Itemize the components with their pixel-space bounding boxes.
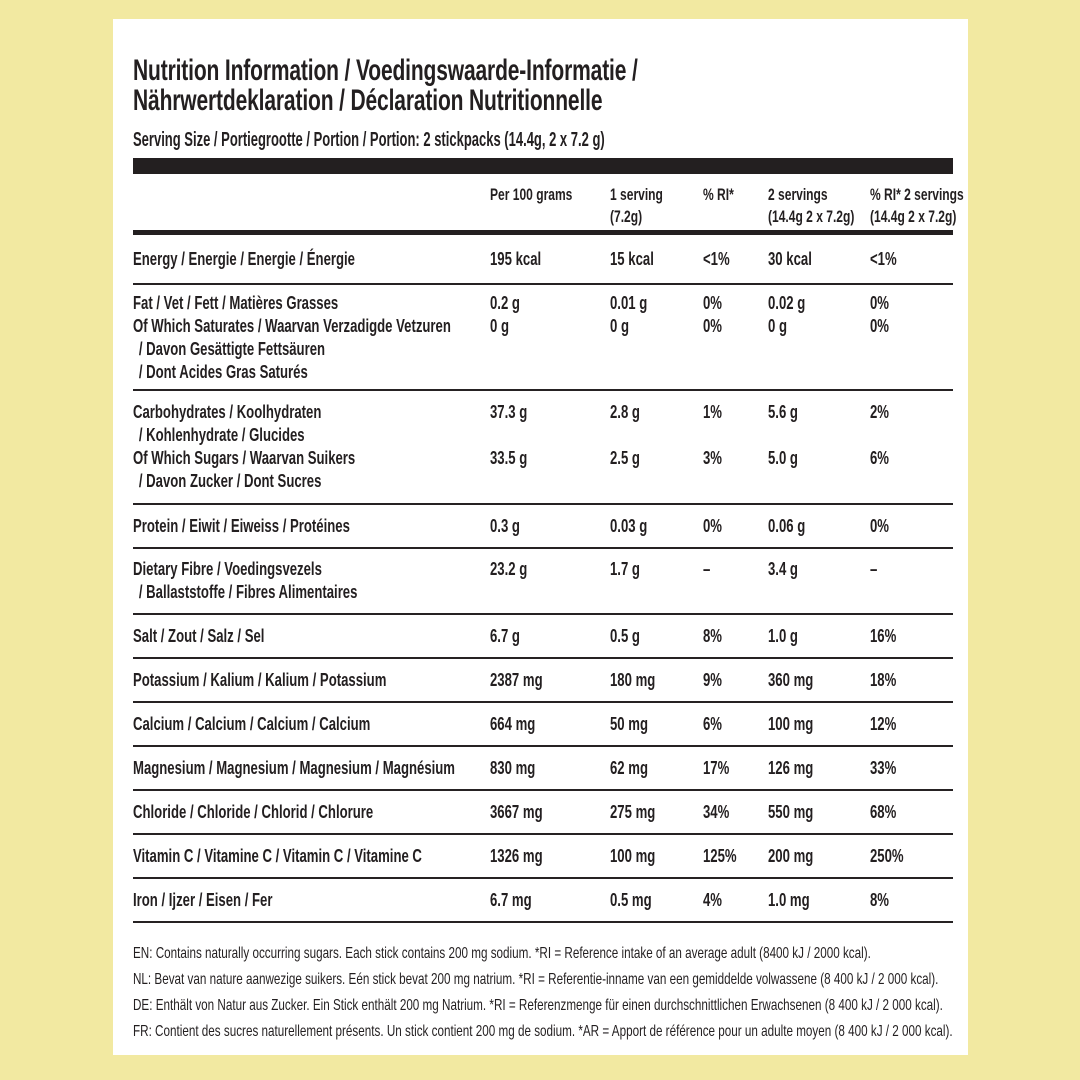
serving-size [133, 129, 953, 152]
table-row [133, 747, 953, 791]
value-cell: 50 mg [610, 714, 648, 734]
value-cell: 100 mg [610, 846, 656, 866]
value-cell: – [703, 559, 711, 579]
column-header-subtext: (14.4g 2 x 7.2g) [768, 208, 855, 226]
value-cell: 180 mg [610, 670, 656, 690]
value-cell: 3667 mg [490, 802, 543, 822]
table-row [133, 791, 953, 835]
value-cell: 37.3 g [490, 402, 528, 422]
value-cell: 12% [870, 714, 897, 734]
table-row-line [133, 558, 953, 581]
row-label: Carbohydrates / Koolhydraten [133, 402, 322, 422]
table-row [133, 879, 953, 923]
value-cell: 4% [703, 890, 722, 910]
value-cell: 250% [870, 846, 904, 866]
row-label: / Davon Gesättigte Fettsäuren [138, 339, 326, 359]
value-cell: 1.0 g [768, 626, 798, 646]
column-header-ri [703, 184, 768, 228]
value-cell: 0 g [768, 316, 787, 336]
value-cell: – [870, 559, 878, 579]
column-header-subtext: (14.4g 2 x 7.2g) [870, 208, 957, 226]
value-cell: 33.5 g [490, 448, 528, 468]
row-label: / Dont Acides Gras Saturés [138, 362, 308, 382]
row-label: Fat / Vet / Fett / Matières Grasses [133, 293, 339, 313]
value-cell: 6% [870, 448, 889, 468]
value-cell: 3.4 g [768, 559, 798, 579]
page-title-text-1: Nutrition Information / Voedingswaarde-Informatie / [133, 54, 638, 87]
value-cell: 0.06 g [768, 516, 806, 536]
column-header-per-100-grams [490, 184, 610, 228]
page-title-text-2: Nährwertdeklaration / Déclaration Nutritionnelle [133, 84, 603, 117]
value-cell: 0% [703, 316, 722, 336]
value-cell: 0% [870, 316, 889, 336]
value-cell: 68% [870, 802, 897, 822]
row-label: Potassium / Kalium / Kalium / Potassium [133, 670, 387, 690]
value-cell: 6.7 g [490, 626, 520, 646]
page-title-line-1 [133, 56, 953, 86]
value-cell: 17% [703, 758, 730, 778]
value-cell: <1% [703, 249, 730, 269]
value-cell: 62 mg [610, 758, 648, 778]
value-cell: 0% [703, 516, 722, 536]
table-row-line [133, 713, 953, 736]
table-row [133, 391, 953, 505]
table-row-line [133, 889, 953, 912]
value-cell: 0.2 g [490, 293, 520, 313]
row-label: Chloride / Chloride / Chlorid / Chlorure [133, 802, 374, 822]
value-cell: 3% [703, 448, 722, 468]
table-header-row [133, 184, 964, 235]
row-label: / Ballaststoffe / Fibres Alimentaires [138, 582, 358, 602]
table-row-line [133, 625, 953, 648]
row-label: Energy / Energie / Energie / Énergie [133, 249, 355, 269]
value-cell: 125% [703, 846, 737, 866]
value-cell: 15 kcal [610, 249, 654, 269]
footnote-nl [133, 967, 953, 993]
table-row [133, 235, 953, 285]
value-cell: 0 g [610, 316, 629, 336]
value-cell: 1% [703, 402, 722, 422]
value-cell: 360 mg [768, 670, 814, 690]
table-row-line [133, 338, 953, 361]
column-header-text: 2 servings [768, 186, 828, 204]
value-cell: 830 mg [490, 758, 536, 778]
footnote-nl-text: NL: Bevat van nature aanwezige suikers. Eén stick bevat 200 mg natrium. *RI = Referentie-inname van een gemiddelde volwassene (8 400 kJ / 2 000 kcal). [133, 971, 939, 988]
value-cell: 2.8 g [610, 402, 640, 422]
nutrition-table [133, 184, 964, 923]
footnote-fr-text: FR: Contient des sucres naturellement présents. Un stick contient 200 mg de sodium. *AR = Apport de référence pour un adulte moyen (8 400 kJ / 2 000 kcal). [133, 1023, 953, 1040]
row-label: Protein / Eiwit / Eiweiss / Protéines [133, 516, 350, 536]
table-row-line [133, 401, 953, 424]
table-row-line [133, 801, 953, 824]
nutrition-label-card [113, 19, 968, 1055]
table-row-line [133, 581, 953, 604]
column-header-1-serving [610, 184, 703, 228]
value-cell: 0 g [490, 316, 509, 336]
value-cell: 550 mg [768, 802, 814, 822]
table-row-line [133, 447, 953, 470]
value-cell: 0% [870, 516, 889, 536]
footnote-de [133, 993, 953, 1019]
table-row [133, 615, 953, 659]
table-row-line [133, 292, 953, 315]
divider-bar [133, 158, 953, 174]
value-cell: 100 mg [768, 714, 814, 734]
column-header-text: % RI* 2 servings [870, 186, 964, 204]
column-header-text: Per 100 grams [490, 186, 573, 204]
column-header-subtext: (7.2g) [610, 208, 643, 226]
table-row-line [133, 361, 953, 384]
column-header-text: % RI* [703, 186, 734, 204]
value-cell: 30 kcal [768, 249, 812, 269]
value-cell: 1.0 mg [768, 890, 810, 910]
column-header-2-servings [768, 184, 870, 228]
row-label: / Davon Zucker / Dont Sucres [138, 471, 322, 491]
serving-size-text: Serving Size / Portiegrootte / Portion / Portion: 2 stickpacks (14.4g, 2 x 7.2 g) [133, 129, 605, 151]
value-cell: 0.02 g [768, 293, 806, 313]
table-row [133, 549, 953, 615]
value-cell: 5.6 g [768, 402, 798, 422]
value-cell: 126 mg [768, 758, 814, 778]
table-row-line [133, 424, 953, 447]
table-row-line [133, 470, 953, 493]
column-header-ri-2-servings [870, 184, 964, 228]
value-cell: 200 mg [768, 846, 814, 866]
value-cell: 0.01 g [610, 293, 648, 313]
row-label: Of Which Sugars / Waarvan Suikers [133, 448, 356, 468]
row-label: Iron / Ijzer / Eisen / Fer [133, 890, 273, 910]
page-title-line-2 [133, 86, 953, 116]
footnote-fr [133, 1019, 953, 1045]
value-cell: 2.5 g [610, 448, 640, 468]
row-label: / Kohlenhydrate / Glucides [138, 425, 305, 445]
table-row-line [133, 757, 953, 780]
footnote-en-text: EN: Contains naturally occurring sugars. Each stick contains 200 mg sodium. *RI = Reference intake of an average adult (8400 kJ / 2000 kcal). [133, 945, 871, 962]
row-label: Salt / Zout / Salz / Sel [133, 626, 265, 646]
value-cell: 8% [703, 626, 722, 646]
footnote-de-text: DE: Enthält von Natur aus Zucker. Ein Stick enthält 200 mg Natrium. *RI = Referenzmenge für einen durchschnittlichen Erwachsenen (8 400 kJ / 2 000 kcal). [133, 997, 943, 1014]
table-row [133, 703, 953, 747]
table-row-line [133, 669, 953, 692]
page-title [133, 56, 953, 116]
table-row-line [133, 515, 953, 538]
value-cell: 0.3 g [490, 516, 520, 536]
table-row [133, 835, 953, 879]
table-row [133, 505, 953, 549]
row-label: Vitamin C / Vitamine C / Vitamin C / Vitamine C [133, 846, 422, 866]
value-cell: 9% [703, 670, 722, 690]
row-label: Dietary Fibre / Voedingsvezels [133, 559, 322, 579]
value-cell: 34% [703, 802, 730, 822]
footnotes [133, 941, 953, 1045]
table-rows [133, 235, 953, 923]
value-cell: 2387 mg [490, 670, 543, 690]
table-row [133, 285, 953, 391]
value-cell: 0.5 mg [610, 890, 652, 910]
value-cell: 18% [870, 670, 897, 690]
value-cell: 23.2 g [490, 559, 528, 579]
value-cell: 195 kcal [490, 249, 542, 269]
footnote-en [133, 941, 953, 967]
value-cell: 275 mg [610, 802, 656, 822]
value-cell: <1% [870, 249, 897, 269]
value-cell: 0% [870, 293, 889, 313]
value-cell: 16% [870, 626, 897, 646]
column-header-text: 1 serving [610, 186, 663, 204]
table-row-line [133, 845, 953, 868]
value-cell: 6.7 mg [490, 890, 532, 910]
table-row [133, 659, 953, 703]
value-cell: 1326 mg [490, 846, 543, 866]
row-label: Of Which Saturates / Waarvan Verzadigde Vetzuren [133, 316, 451, 336]
value-cell: 664 mg [490, 714, 536, 734]
value-cell: 33% [870, 758, 897, 778]
value-cell: 5.0 g [768, 448, 798, 468]
row-label: Magnesium / Magnesium / Magnesium / Magnésium [133, 758, 455, 778]
value-cell: 1.7 g [610, 559, 640, 579]
header-spacer [133, 184, 490, 228]
value-cell: 2% [870, 402, 889, 422]
value-cell: 0% [703, 293, 722, 313]
table-row-line [133, 248, 953, 271]
value-cell: 0.03 g [610, 516, 648, 536]
value-cell: 8% [870, 890, 889, 910]
row-label: Calcium / Calcium / Calcium / Calcium [133, 714, 371, 734]
value-cell: 0.5 g [610, 626, 640, 646]
table-row-line [133, 315, 953, 338]
value-cell: 6% [703, 714, 722, 734]
